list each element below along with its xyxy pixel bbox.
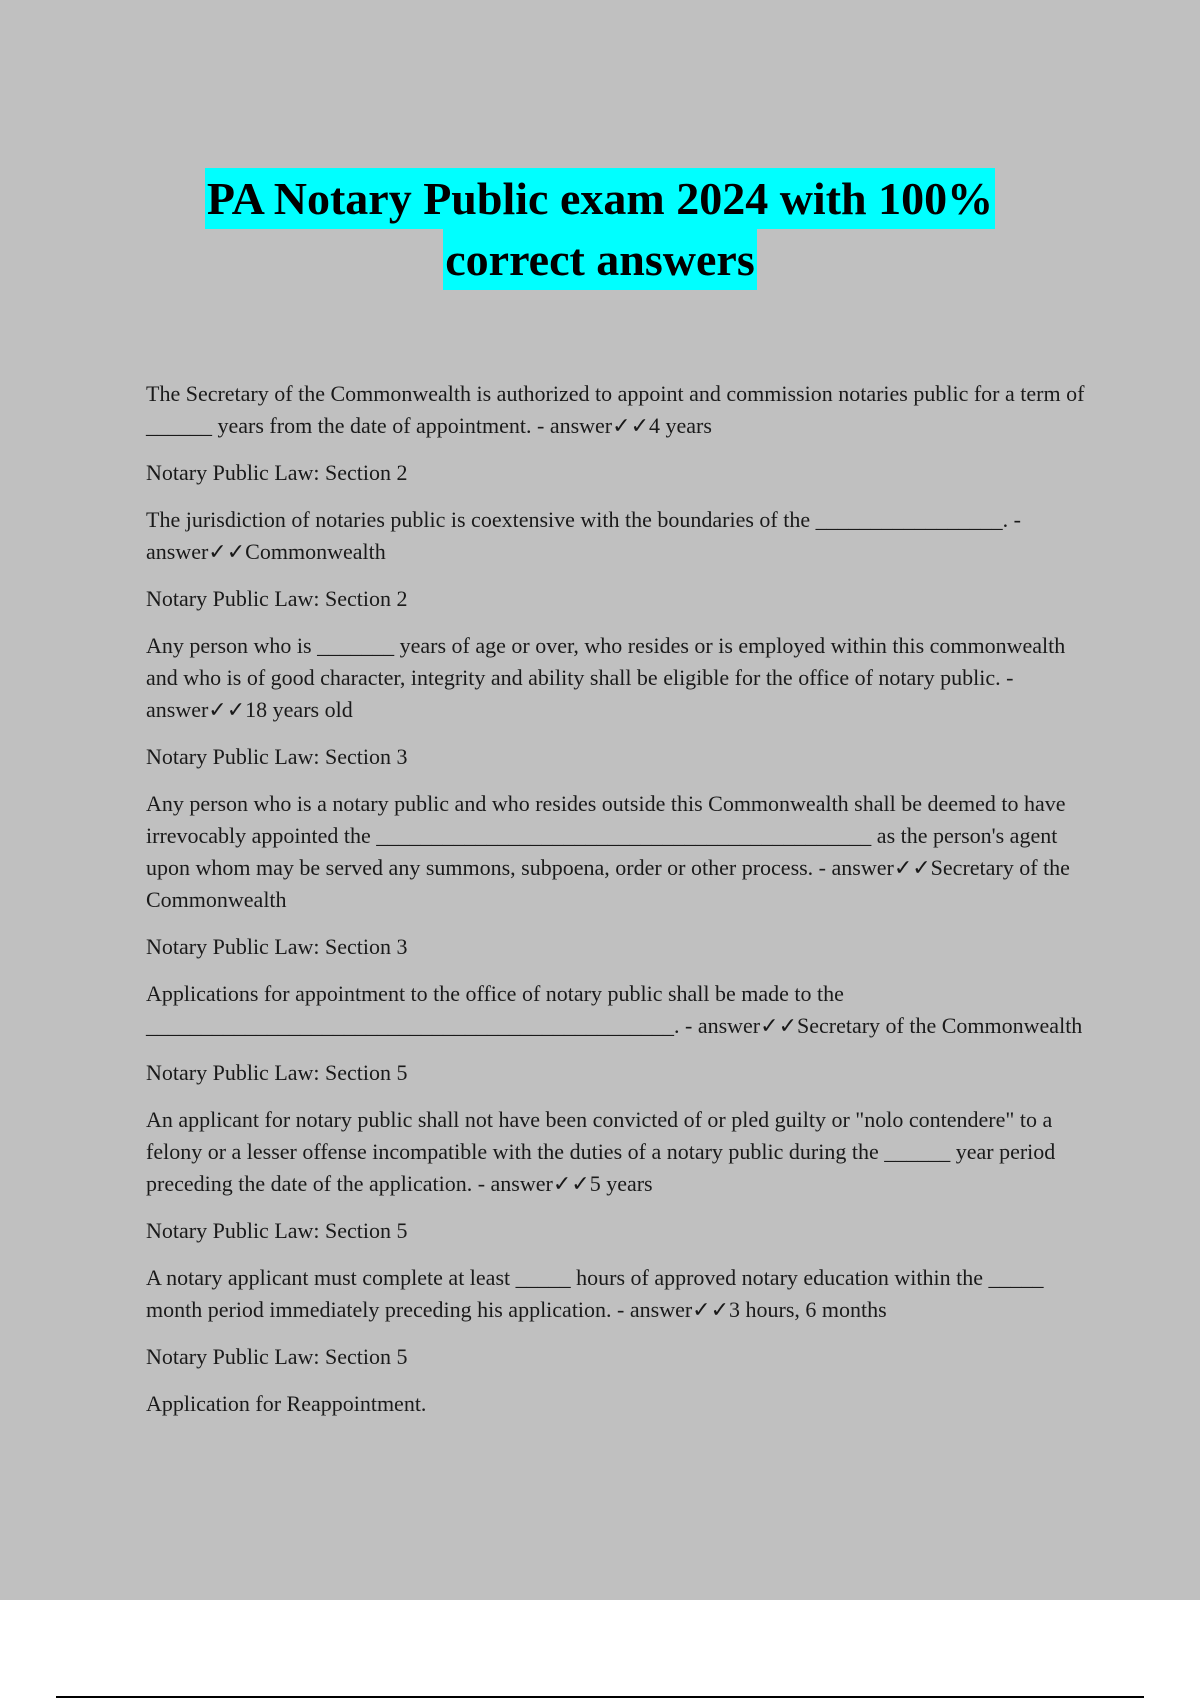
section-reference: Notary Public Law: Section 2 xyxy=(146,460,408,485)
title-line-2: correct answers xyxy=(443,229,757,290)
title-line-1: PA Notary Public exam 2024 with 100% xyxy=(205,168,995,229)
question-paragraph: The Secretary of the Commonwealth is authorized to appoint and commission notaries public for a term of ______ years from the date of appointment. - answer✓✓4 years xyxy=(146,381,1085,438)
question-paragraph: A notary applicant must complete at least _____ hours of approved notary education within the _____ month period immediately preceding his application. - answer✓✓3 hours, 6 months xyxy=(146,1265,1044,1322)
document-body xyxy=(146,378,1096,1435)
question-paragraph: Any person who is _______ years of age or over, who resides or is employed within this commonwealth and who is of good character, integrity and ability shall be eligible for the office of notary public. - answer✓✓18 years old xyxy=(146,633,1066,722)
footer-divider xyxy=(56,1696,1144,1698)
question-paragraph: An applicant for notary public shall not have been convicted of or pled guilty or "nolo contendere" to a felony or a lesser offense incompatible with the duties of a notary public during the ______ year period preceding the date of the application. - answer✓✓5 years xyxy=(146,1107,1056,1196)
section-reference: Notary Public Law: Section 3 xyxy=(146,744,408,769)
document-title xyxy=(0,168,1200,290)
section-reference: Notary Public Law: Section 5 xyxy=(146,1060,408,1085)
section-reference: Notary Public Law: Section 2 xyxy=(146,586,408,611)
question-paragraph: Any person who is a notary public and who resides outside this Commonwealth shall be deemed to have irrevocably appointed the _____________________________________________ as the person's agent upon whom may be served any summons, subpoena, order or other process. - answer✓✓Secretary of the Commonwealth xyxy=(146,791,1070,912)
question-paragraph: Application for Reappointment. xyxy=(146,1391,427,1416)
section-reference: Notary Public Law: Section 5 xyxy=(146,1344,408,1369)
question-paragraph: Applications for appointment to the office of notary public shall be made to the ________________________________________________. - answer✓✓Secretary of the Commonwealth xyxy=(146,981,1083,1038)
section-reference: Notary Public Law: Section 3 xyxy=(146,934,408,959)
question-paragraph: The jurisdiction of notaries public is coextensive with the boundaries of the _________________. - answer✓✓Commonwealth xyxy=(146,507,1021,564)
section-reference: Notary Public Law: Section 5 xyxy=(146,1218,408,1243)
